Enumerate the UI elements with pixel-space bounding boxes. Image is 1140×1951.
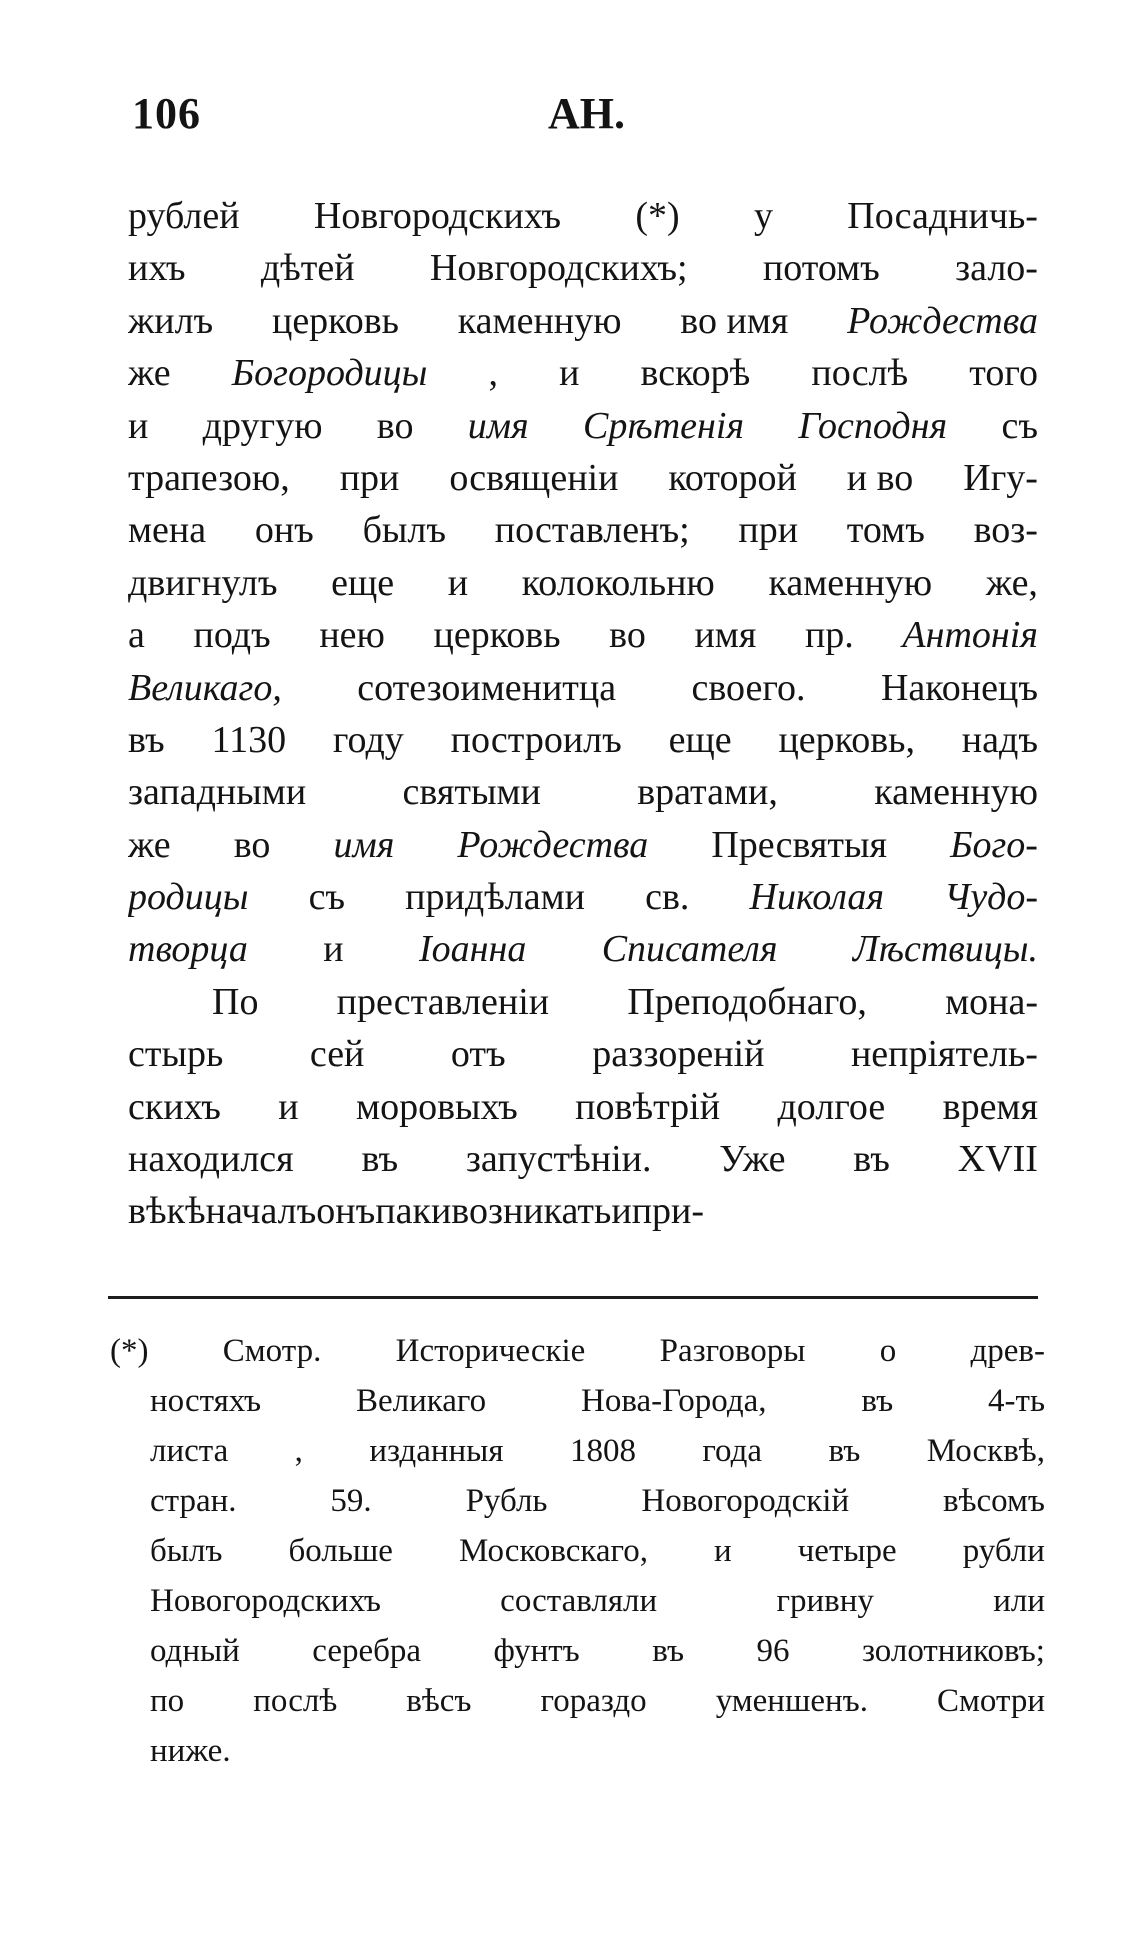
footnote-word: больше — [288, 1533, 393, 1569]
word: 1130 — [211, 718, 287, 761]
word: при — [339, 456, 400, 499]
word: паки — [375, 1190, 452, 1233]
footnote-word: въ — [861, 1383, 894, 1419]
word: раззореній — [592, 1033, 765, 1076]
word: церковь — [433, 614, 561, 657]
word: году — [332, 718, 404, 761]
word: вѣкѣ — [128, 1190, 206, 1233]
word: отъ — [450, 1033, 506, 1076]
footnote-word: гораздо — [540, 1683, 647, 1719]
footnote-line — [110, 1726, 1045, 1776]
word: сей — [309, 1033, 365, 1076]
word: Господня — [798, 404, 948, 447]
footnote-word: по — [150, 1683, 185, 1719]
word: воз- — [973, 509, 1038, 552]
text-line — [128, 400, 1038, 452]
text-line — [128, 976, 1038, 1028]
word: еще — [331, 561, 395, 604]
footnote-word: листа — [150, 1433, 229, 1469]
footnote-word: Новогородскихъ — [150, 1583, 381, 1619]
footnote-word: уменшенъ. — [715, 1683, 868, 1719]
footnote-word: одный — [150, 1633, 240, 1669]
word: возникать — [451, 1190, 612, 1233]
word: послѣ — [811, 352, 909, 395]
word: другую — [202, 404, 323, 447]
footnote-word: Великаго — [355, 1383, 487, 1419]
footnote-line — [110, 1376, 1045, 1426]
word: повѣтрій — [575, 1085, 721, 1128]
text-line — [128, 766, 1038, 818]
footnote-word: рубли — [962, 1533, 1045, 1569]
word: Антонія — [902, 614, 1038, 657]
word: непріятель- — [850, 1033, 1038, 1076]
footnote-word: и — [714, 1533, 732, 1569]
word: того — [969, 352, 1038, 395]
word: же — [128, 823, 171, 866]
footnote-word: составляли — [500, 1583, 658, 1619]
word: во — [376, 404, 414, 447]
footnote-word: 1808 — [569, 1433, 636, 1469]
word: и — [611, 1190, 632, 1233]
footnote-word: Московскаго, — [458, 1533, 648, 1569]
footnote-word: древ- — [970, 1333, 1045, 1369]
word: онъ — [254, 509, 314, 552]
word: съ — [1001, 404, 1038, 447]
footnote-line — [110, 1526, 1045, 1576]
word: каменную — [874, 771, 1038, 814]
word: при — [738, 509, 799, 552]
footnote-word: 96 — [756, 1633, 790, 1669]
footnote-word: 4-ть — [988, 1383, 1045, 1419]
text-line — [128, 714, 1038, 766]
text-line — [128, 452, 1038, 504]
word: двигнулъ — [128, 561, 278, 604]
word: мона- — [945, 980, 1038, 1023]
word: еще — [668, 718, 732, 761]
word: имя — [333, 823, 395, 866]
word: нею — [319, 614, 385, 657]
word: церковь, — [778, 718, 915, 761]
word: св. — [645, 876, 690, 919]
word: Рождества — [457, 823, 649, 866]
word: рублей — [128, 195, 240, 237]
footnote-word: Смотри — [937, 1683, 1045, 1719]
word: освященіи — [449, 456, 619, 499]
main-text — [128, 190, 1038, 1238]
word: находился — [128, 1138, 294, 1181]
footnote-line — [110, 1676, 1045, 1726]
word: при- — [631, 1190, 705, 1233]
word: придѣлами — [405, 876, 586, 919]
word: поставленъ; — [494, 509, 690, 552]
word: Наконецъ — [880, 666, 1038, 709]
word: Великаго, — [128, 666, 282, 709]
footnote-word: (*) — [110, 1333, 149, 1369]
word: и — [128, 404, 149, 447]
text-line — [128, 923, 1038, 975]
text-line — [128, 504, 1038, 556]
word: По — [212, 980, 259, 1023]
word: скихъ — [128, 1085, 221, 1128]
word: пр. — [804, 614, 854, 657]
footnote-word: въ — [828, 1433, 861, 1469]
word: XVII — [957, 1138, 1038, 1181]
word: и — [559, 352, 580, 395]
word: ихъ — [128, 247, 186, 290]
word: Новгородскихъ; — [429, 247, 688, 290]
word: (*) — [635, 195, 680, 237]
word: Преподобнаго, — [627, 980, 867, 1023]
text-line — [128, 1081, 1038, 1133]
word: родицы — [128, 876, 249, 919]
footnote-word: вѣсомъ — [943, 1483, 1045, 1519]
text-line — [128, 819, 1038, 871]
footnote-word: послѣ — [253, 1683, 338, 1719]
word: Лѣствицы. — [852, 928, 1038, 971]
footnote-word: вѣсъ — [406, 1683, 472, 1719]
footnote-word: 59. — [330, 1483, 372, 1519]
word: время — [942, 1085, 1038, 1128]
word: началъ — [205, 1190, 317, 1233]
footnote-word: въ — [652, 1633, 685, 1669]
footnote — [110, 1326, 1045, 1776]
footnote-word: Разговоры — [659, 1333, 806, 1369]
word: томъ — [846, 509, 925, 552]
page-header — [120, 88, 1040, 148]
word: зало- — [955, 247, 1038, 290]
word: творца — [128, 928, 248, 971]
word: Богородицы — [231, 352, 428, 395]
word: стырь — [128, 1033, 224, 1076]
word: Іоанна — [418, 928, 527, 971]
word: во — [233, 823, 271, 866]
word: въ — [128, 718, 165, 761]
word: каменную — [457, 299, 622, 342]
word: трапезою, — [128, 456, 290, 499]
word: построилъ — [450, 718, 622, 761]
text-line — [128, 190, 1038, 242]
text-line — [128, 1028, 1038, 1080]
footnote-word: Историческіе — [395, 1333, 586, 1369]
word: потомъ — [762, 247, 880, 290]
footnote-word: серебра — [312, 1633, 422, 1669]
running-head: АН. — [548, 89, 625, 138]
word: и — [323, 928, 344, 971]
word: сотезоименитца — [357, 666, 617, 709]
word: же, — [985, 561, 1038, 604]
word: каменную — [768, 561, 933, 604]
word: у — [753, 195, 773, 237]
word: Игу- — [963, 456, 1038, 499]
word: преставленіи — [336, 980, 550, 1023]
footnote-word: Смотр. — [222, 1333, 322, 1369]
page-number: 106 — [132, 89, 201, 138]
word: подъ — [193, 614, 271, 657]
footnote-word: года — [702, 1433, 763, 1469]
word: Пресвятыя — [711, 823, 887, 866]
word: и — [278, 1085, 299, 1128]
word: вратами, — [637, 771, 778, 814]
text-line — [128, 557, 1038, 609]
word: и во — [846, 456, 914, 499]
word: въ — [361, 1138, 399, 1181]
footnote-line — [110, 1326, 1045, 1376]
footnote-word: фунтъ — [493, 1633, 580, 1669]
word: колокольню — [521, 561, 715, 604]
footnote-line — [110, 1626, 1045, 1676]
word: Бого- — [950, 823, 1038, 866]
word: моровыхъ — [356, 1085, 518, 1128]
word: онъ — [316, 1190, 376, 1233]
word: своего. — [691, 666, 806, 709]
footnote-word: или — [993, 1583, 1045, 1619]
footnote-word: Москвѣ, — [926, 1433, 1045, 1469]
footnote-word: изданныя — [369, 1433, 504, 1469]
footnote-word: четыре — [797, 1533, 897, 1569]
word: запустѣніи. — [465, 1138, 652, 1181]
word: которой — [668, 456, 797, 499]
footnote-word: былъ — [150, 1533, 223, 1569]
footnote-word: ностяхъ — [150, 1383, 262, 1419]
text-line — [128, 1185, 1038, 1237]
word: , — [488, 352, 499, 395]
text-line — [128, 1133, 1038, 1185]
footnote-word: гривну — [776, 1583, 874, 1619]
word: съ — [308, 876, 346, 919]
text-line — [128, 295, 1038, 347]
word: во — [609, 614, 646, 657]
word: имя — [694, 614, 757, 657]
footnote-word: о — [879, 1333, 897, 1369]
word: вскорѣ — [640, 352, 751, 395]
text-line — [128, 662, 1038, 714]
word: Новгородскихъ — [313, 195, 562, 237]
footnote-line — [110, 1476, 1045, 1526]
word: Срѣтенія — [583, 404, 745, 447]
footnote-word: Нова-Города, — [580, 1383, 767, 1419]
word: Чудо- — [944, 876, 1038, 919]
footnote-word: , — [294, 1433, 303, 1469]
word: въ — [853, 1138, 890, 1181]
text-line — [128, 609, 1038, 661]
footnote-word: стран. — [150, 1483, 237, 1519]
word: западными — [128, 771, 307, 814]
footnote-line — [110, 1576, 1045, 1626]
word: Уже — [719, 1138, 786, 1181]
word: а — [128, 614, 145, 657]
word: Рождества — [847, 299, 1038, 342]
word: мена — [128, 509, 207, 552]
word: долгое — [777, 1085, 886, 1128]
footnote-word: Рубль — [465, 1483, 548, 1519]
text-line — [128, 347, 1038, 399]
footnote-word: ниже. — [150, 1733, 231, 1769]
word: же — [128, 352, 171, 395]
footnote-line — [110, 1426, 1045, 1476]
word: Николая — [749, 876, 885, 919]
word: церковь — [271, 299, 399, 342]
word: надъ — [961, 718, 1038, 761]
word: святыми — [402, 771, 541, 814]
text-line — [128, 242, 1038, 294]
footnote-word: золотниковъ; — [861, 1633, 1045, 1669]
word: жилъ — [128, 299, 214, 342]
footnote-word: Новогородскій — [641, 1483, 850, 1519]
word: и — [447, 561, 469, 604]
word: имя — [467, 404, 529, 447]
footnote-rule — [108, 1296, 1038, 1299]
word: Посадничь- — [847, 195, 1038, 237]
text-line — [128, 871, 1038, 923]
word: дѣтей — [260, 247, 355, 290]
word: былъ — [362, 509, 447, 552]
word: Списателя — [601, 928, 778, 971]
word: во имя — [680, 299, 789, 342]
